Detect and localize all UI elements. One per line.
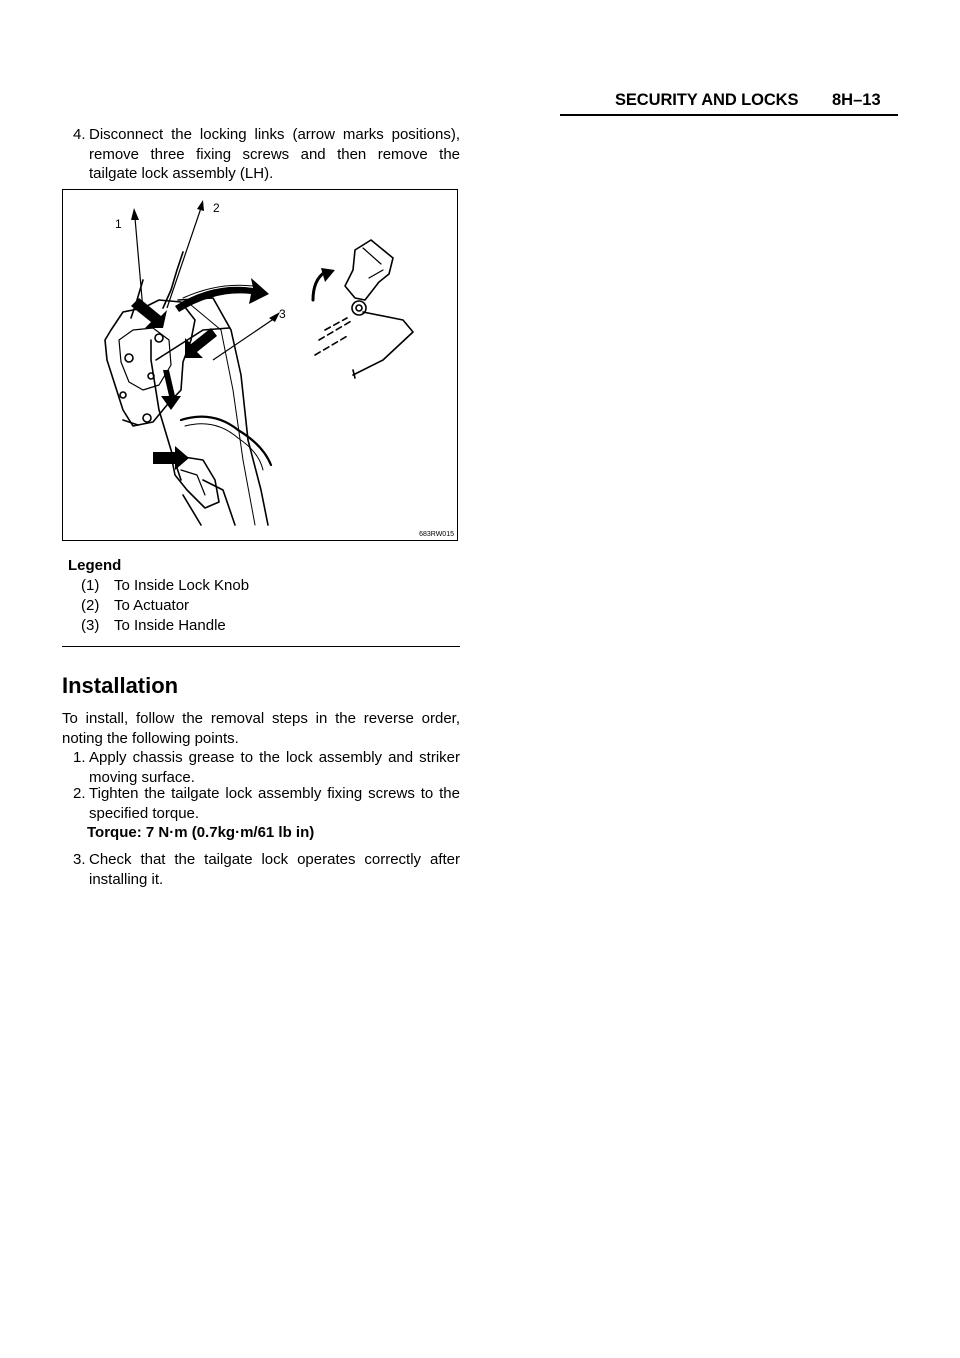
legend-item-number: (2) [81,597,100,614]
step-text: Disconnect the locking links (arrow marks positions), remove three fixing screws and then remove the tailgate lock assembly (LH). [89,126,460,182]
installation-step-2 [62,784,460,823]
legend-item-text: To Inside Lock Knob [114,577,250,594]
figure-id: 683RW015 [419,531,454,538]
step-number: 3. [73,851,86,868]
legend-item [68,596,460,616]
lock-assembly-illustration [63,190,457,540]
installation-step-3 [62,850,460,889]
legend-item-text: To Inside Handle [114,617,226,634]
legend-item [68,576,460,596]
legend-item [68,616,460,636]
step-text: Tighten the tailgate lock assembly fixing screws to the specified torque. [89,785,460,822]
lock-assembly-figure [62,189,458,541]
legend-title: Legend [68,557,122,574]
header-rule [560,114,898,116]
figure-legend [68,556,460,636]
installation-step-1 [62,748,460,787]
step-text: Apply chassis grease to the lock assembly and striker moving surface. [89,749,460,786]
legend-item-number: (3) [81,617,100,634]
step-number: 1. [73,749,86,766]
section-title: SECURITY AND LOCKS [615,91,799,109]
installation-heading: Installation [62,673,179,698]
torque-spec: Torque: 7 N·m (0.7kg·m/61 lb in) [87,824,315,841]
page-header [560,90,898,116]
legend-item-number: (1) [81,577,100,594]
removal-step-4 [62,125,460,184]
page-number: 8H–13 [832,91,881,109]
step-number: 4. [73,126,86,143]
step-text: Check that the tailgate lock operates correctly after installing it. [89,851,460,888]
step-number: 2. [73,785,86,802]
callout-1: 1 [115,217,122,231]
callout-2: 2 [213,201,220,215]
legend-item-text: To Actuator [114,597,190,614]
installation-intro: To install, follow the removal steps in the reverse order, noting the following points. [62,710,460,747]
callout-3: 3 [279,307,286,321]
legend-divider [62,646,460,647]
